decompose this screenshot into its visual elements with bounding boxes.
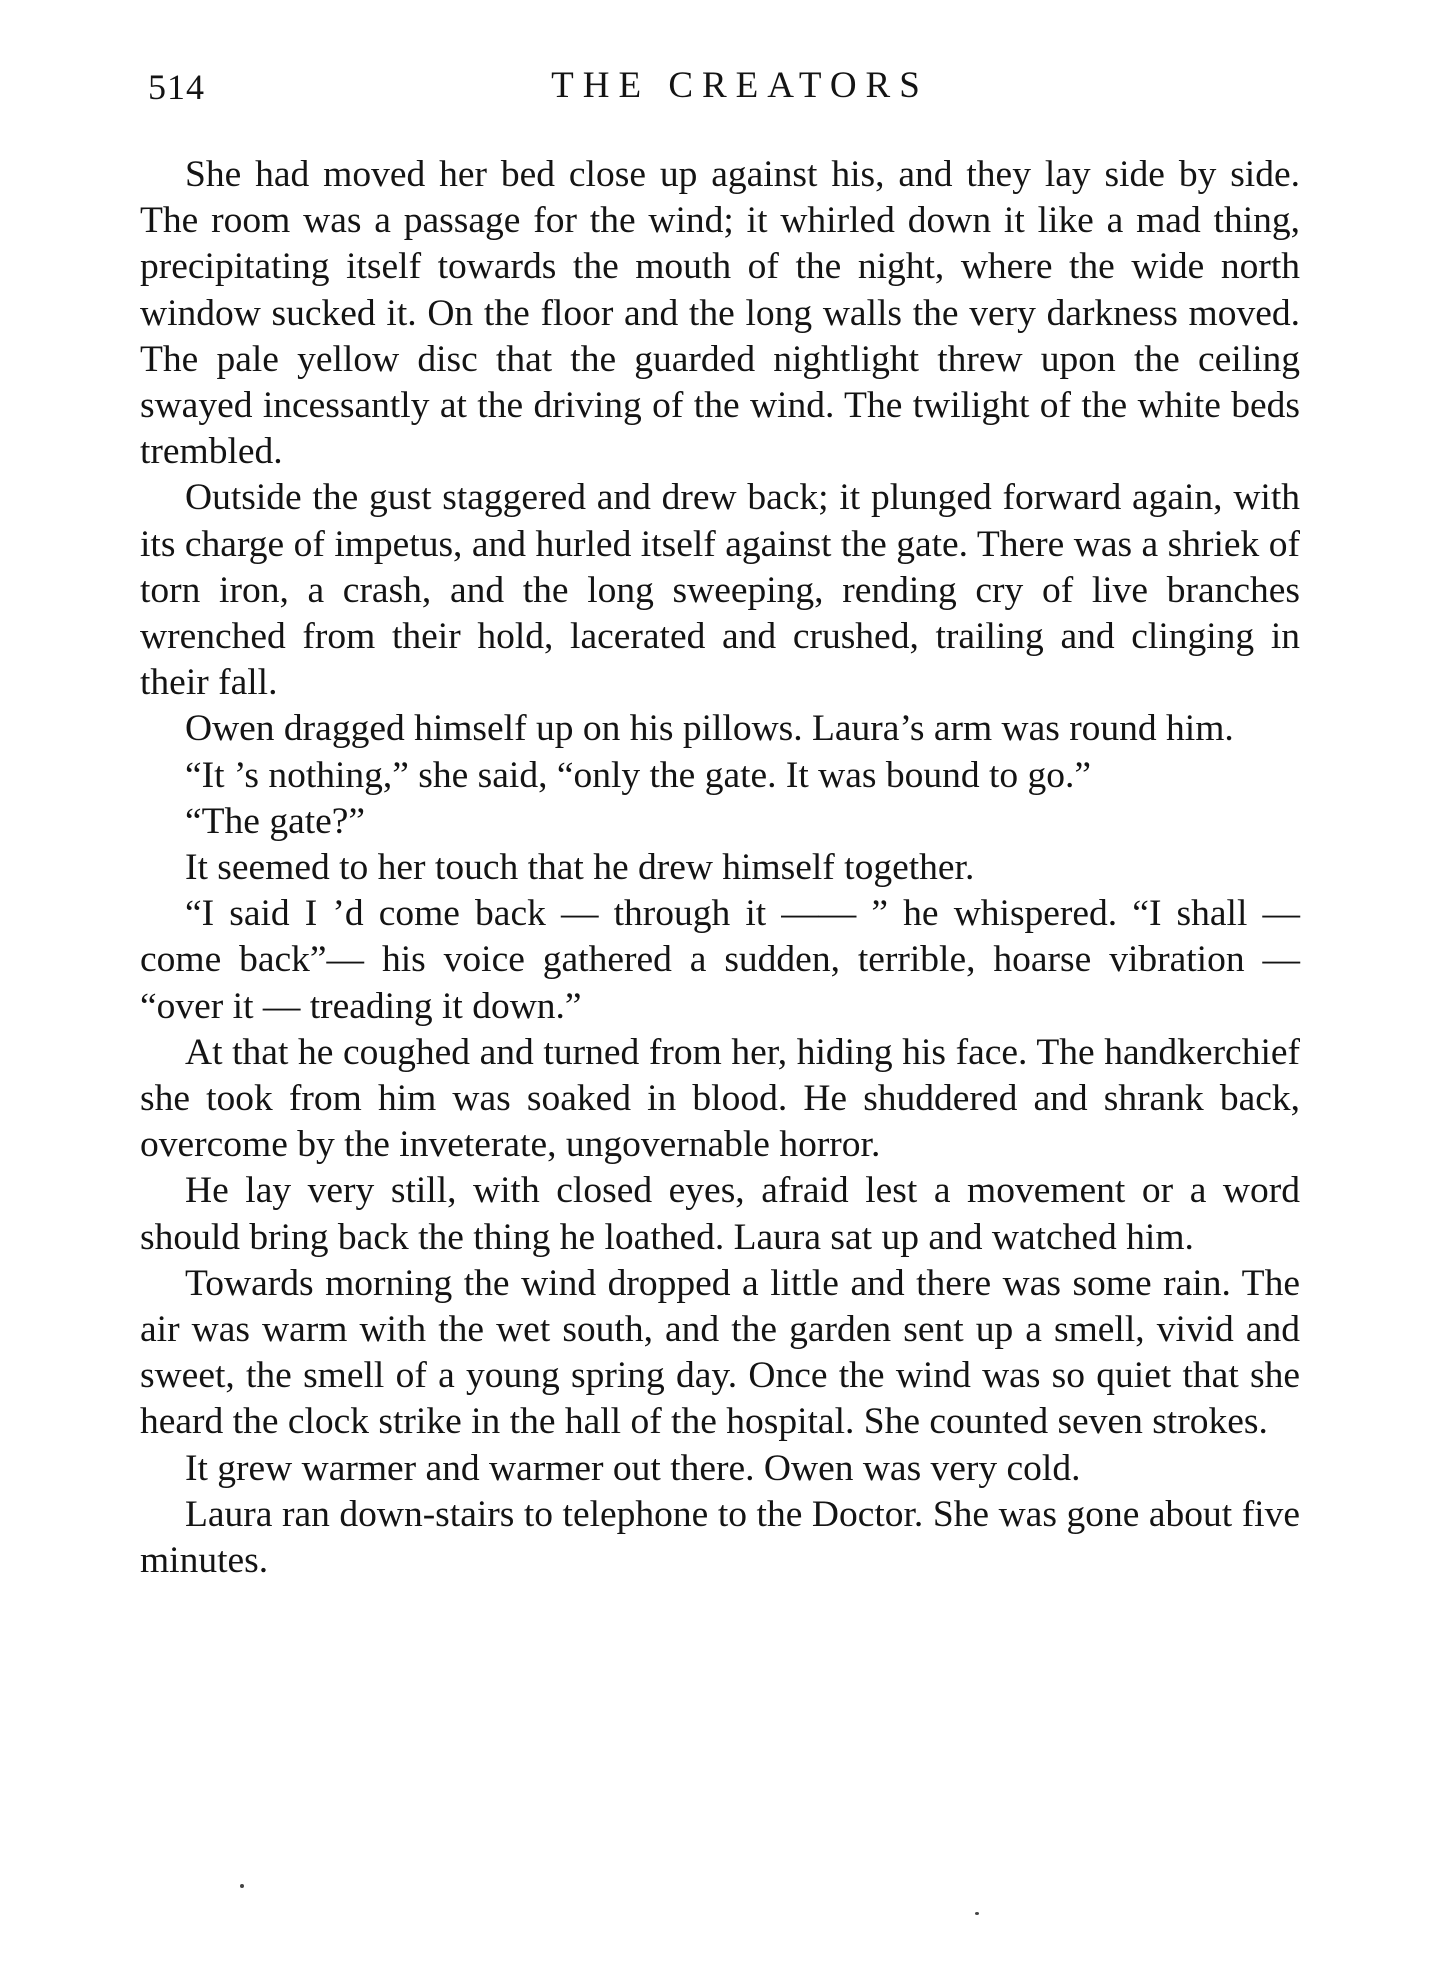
page-header [140,60,1300,120]
paragraph-6: It seemed to her touch that he drew himself together. [185,847,975,889]
paragraph-9: He lay very still, with closed eyes, afraid lest a movement or a word should bring back the thing he loathed. Laura sat up and watched him. [140,1170,1300,1258]
paragraph-10: Towards morning the wind dropped a little and there was some rain. The air was warm with the wet south, and the garden sent up a smell, vivid and sweet, the smell of a young spring day. Once the wind was so quiet that she heard the clock strike in the hall of the hospital. She counted seven strokes. [140,1262,1300,1443]
paragraph-11: It grew warmer and warmer out there. Owen was very cold. [185,1447,1081,1489]
paragraph-8: At that he coughed and turned from her, hiding his face. The handkerchief she took from him was soaked in blood. He shuddered and shrank back, overcome by the inveterate, ungovernable horror. [140,1031,1300,1166]
print-speck [240,1884,244,1888]
running-title: THE CREATORS [551,65,929,106]
paragraph-4: “It ’s nothing,” she said, “only the gate. It was bound to go.” [185,754,1092,796]
paragraph-2: Outside the gust staggered and drew back; it plunged forward again, with its charge of impetus, and hurled itself against the gate. There was a shriek of torn iron, a crash, and the long sweeping, rending cry of live branches wrenched from their hold, lacerated and crushed, trailing and clinging in their fall. [140,477,1300,704]
body-text [140,152,1300,1584]
paragraph-5: “The gate?” [185,800,366,842]
print-speck [975,1912,979,1915]
paragraph-12: Laura ran down-stairs to telephone to the Doctor. She was gone about five minutes. [140,1493,1300,1582]
paragraph-7: “I said I ’d come back — through it —— ” he whispered. “I shall — come back”— his voice gathered a sudden, terrible, hoarse vibration — “over it — treading it down.” [140,893,1300,1027]
paragraph-1: She had moved her bed close up against his, and they lay side by side. The room was a passage for the wind; it whirled down it like a mad thing, precipitating itself towards the mouth of the night, where the wide north window sucked it. On the floor and the long walls the very darkness moved. The pale yellow disc that the guarded nightlight threw upon the ceiling swayed incessantly at the driving of the wind. The twilight of the white beds trembled. [140,154,1300,473]
paragraph-3: Owen dragged himself up on his pillows. Laura’s arm was round him. [185,708,1234,750]
page-number: 514 [148,67,205,107]
